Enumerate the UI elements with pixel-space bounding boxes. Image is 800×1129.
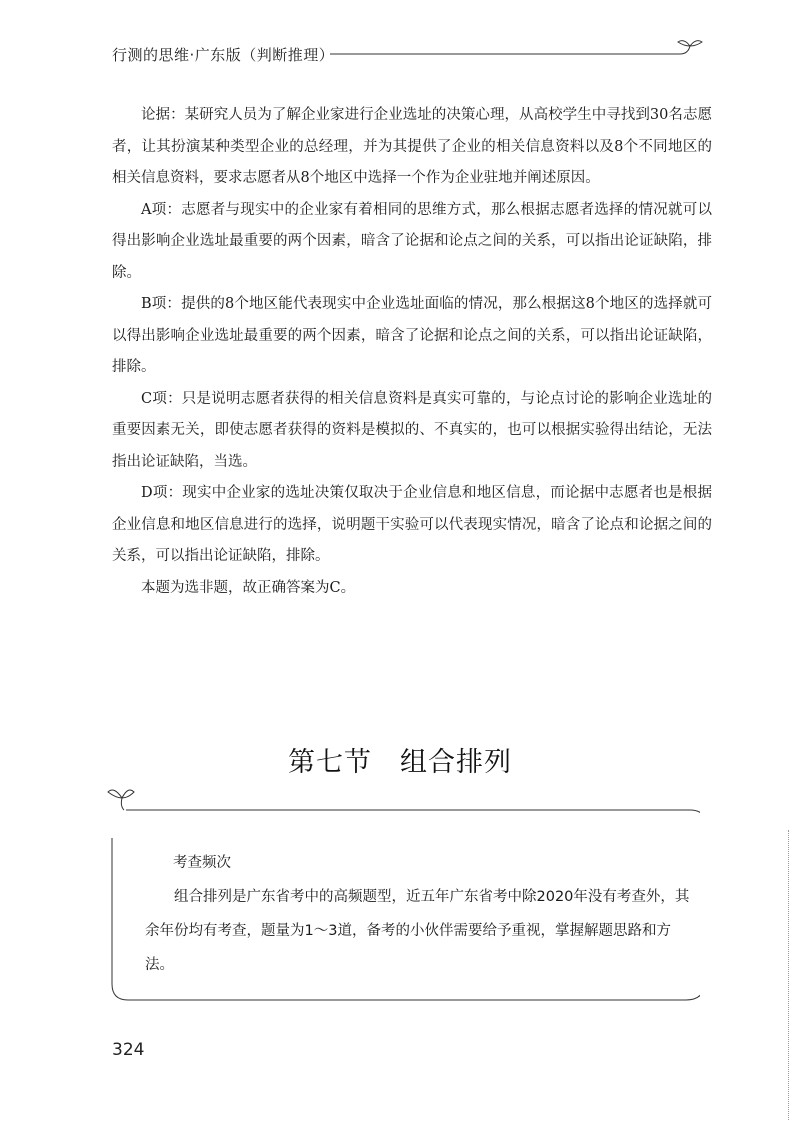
info-box: [145, 846, 690, 982]
paragraph-option-b: B项：提供的8个地区能代表现实中企业选址面临的情况，那么根据这8个地区的选择就可以得出影响企业选址最重要的两个因素，暗含了论据和论点之间的关系，可以指出论证缺陷，排除。: [112, 296, 712, 375]
section-title: 第七节 组合排列: [288, 747, 512, 778]
body-text: [112, 100, 712, 604]
paragraph-option-c: C项：只是说明志愿者获得的相关信息资料是真实可靠的，与论点讨论的影响企业选址的重要因素无关，即使志愿者获得的资料是模拟的、不真实的，也可以根据实验得出结论，无法指出论证缺陷，当选。: [112, 390, 712, 470]
header-title: 行测的思维·广东版（判断推理）: [112, 46, 335, 64]
paragraph-answer: 本题为选非题，故正确答案为C。: [141, 579, 356, 596]
scan-edge-marks: [788, 830, 795, 1120]
sprout-icon: [108, 790, 134, 810]
info-box-body: 组合排列是广东省考中的高频题型，近五年广东省考中除2020年没有考查外，其余年份均有考查，题量为1～3道，备考的小伙伴需要给予重视，掌握解题思路和方法。: [145, 889, 690, 973]
page-number: 324: [112, 1040, 145, 1060]
running-header: [112, 38, 712, 68]
info-box-heading: 考查频次: [173, 855, 231, 871]
paragraph-option-d: D项：现实中企业家的选址决策仅取决于企业信息和地区信息，而论据中志愿者也是根据企业信息和地区信息进行的选择，说明题干实验可以代表现实情况，暗含了论点和论据之间的关系，可以指出论证缺陷，排除。: [112, 485, 712, 564]
sprout-icon: [678, 41, 702, 46]
paragraph-option-a: A项：志愿者与现实中的企业家有着相同的思维方式，那么根据志愿者选择的情况就可以得出影响企业选址最重要的两个因素，暗含了论据和论点之间的关系，可以指出论证缺陷，排除。: [112, 201, 712, 281]
paragraph-argument: 论据：某研究人员为了解企业家进行企业选址的决策心理，从高校学生中寻找到30名志愿者，让其扮演某种类型企业的总经理，并为其提供了企业的相关信息资料以及8个不同地区的相关信息资料，要求志愿者从8个地区中选择一个作为企业驻地并阐述原因。: [112, 107, 712, 186]
